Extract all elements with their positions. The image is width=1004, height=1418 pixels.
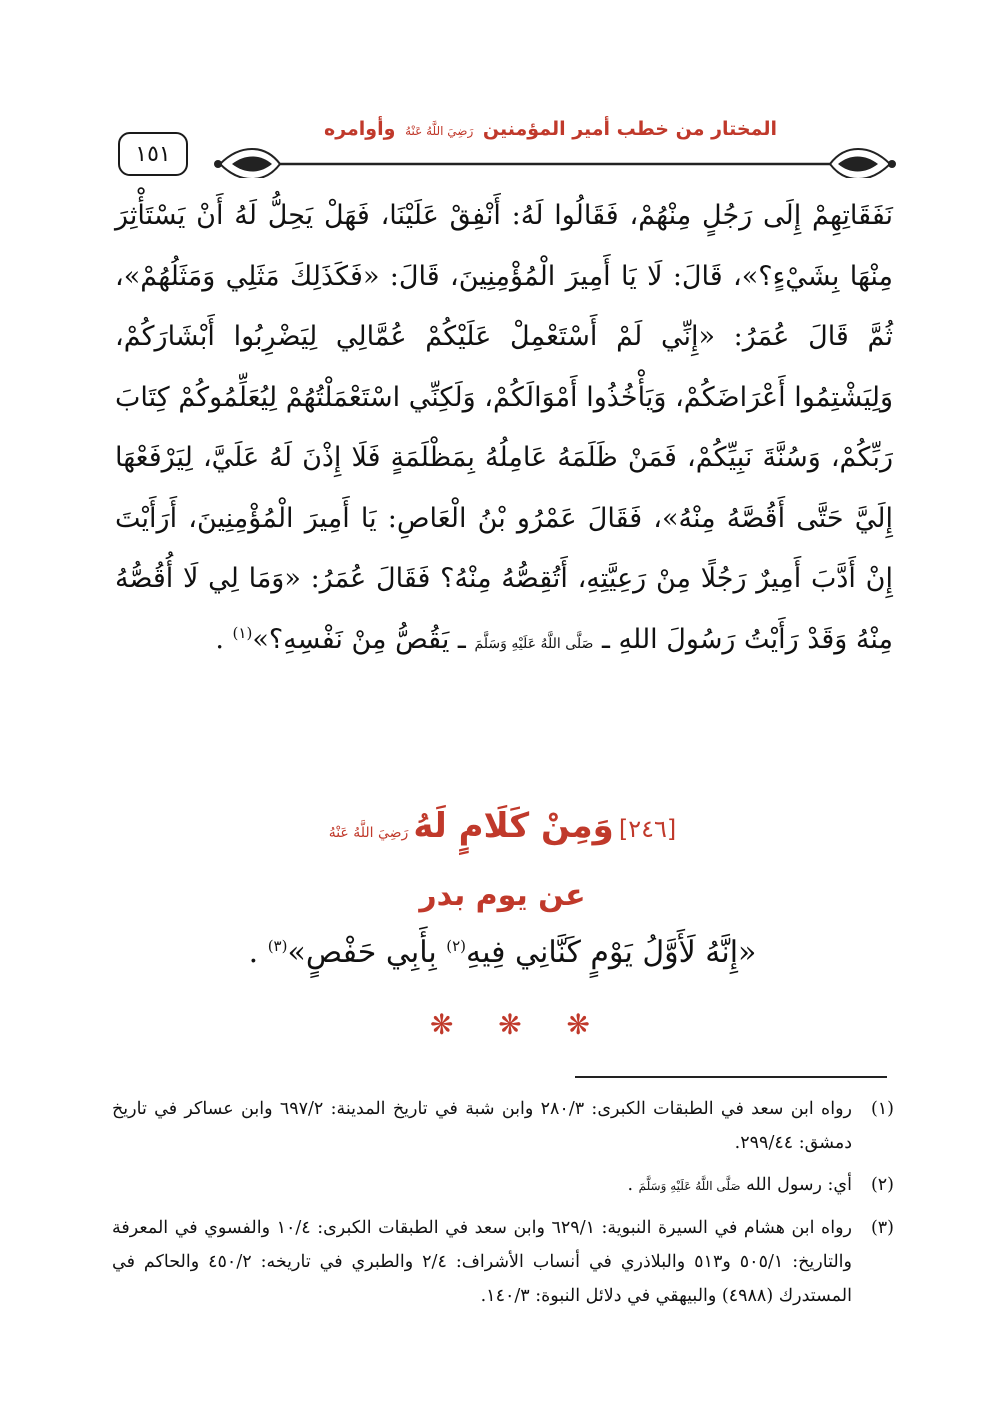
footnote-3 xyxy=(112,1211,894,1313)
footnote-text xyxy=(112,1168,852,1203)
footnotes xyxy=(112,1092,894,1321)
footnote-ref-2[interactable]: (٢) xyxy=(446,937,467,955)
star-icon: ❋ xyxy=(566,1008,590,1041)
quote-text-1: «إِنَّهُ لَأَوَّلُ يَوْمٍ كَنَّانِي فِيهِ xyxy=(466,935,757,970)
section-number: [٢٤٦] xyxy=(618,815,677,843)
paragraph-text: نَفَقَاتِهِمْ إِلَى رَجُلٍ مِنْهُمْ، فَقَالُوا لَهُ: أَنْفِقْ عَلَيْنَا، فَهَلْ يَحِلُّ لَهُ أَنْ يَسْتَأْثِرَ مِنْهَا بِشَيْءٍ؟»، قَالَ: لَا يَا أَمِيرَ الْمُؤْمِنِينَ، قَالَ: «فَكَذَلِكَ مَثَلِي وَمَثَلُهُمْ»، ثُمَّ قَالَ عُمَرُ: «إِنِّي لَمْ أَسْتَعْمِلْ عَلَيْكُمْ عُمَّالِي لِيَضْرِبُوا أَبْشَارَكُمْ، وَلِيَشْتِمُوا أَعْرَاضَكُمْ، وَيَأْخُذُوا أَمْوَالَكُمْ، وَلَكِنِّي اسْتَعْمَلْتُهُمْ لِيُعَلِّمُوكُمْ كِتَابَ رَبِّكُمْ، وَسُنَّةَ نَبِيِّكُمْ، فَمَنْ ظَلَمَهُ عَامِلُهُ بِمَظْلَمَةٍ فَلَا إِذْنَ لَهُ عَلَيَّ، لِيَرْفَعْهَا إِلَيَّ حَتَّى أَقُصَّهُ مِنْهُ»، فَقَالَ عَمْرُو بْنُ الْعَاصِ: يَا أَمِيرَ الْمُؤْمِنِينَ، أَرَأَيْتَ إِنْ أَدَّبَ أَمِيرٌ رَجُلًا مِنْ رَعِيَّتِهِ، أَتُقِصُّهُ مِنْهُ؟ فَقَالَ عُمَرُ: «وَمَا لِي لَا أُقُصُّهُ مِنْهُ وَقَدْ رَأَيْتُ رَسُولَ اللهِ ـ xyxy=(115,200,893,655)
footnote-text: رواه ابن هشام في السيرة النبوية: ٦٢٩/١ وابن سعد في الطبقات الكبرى: ١٠/٤ والفسوي في المعرفة والتاريخ: ٥٠٥/١ و٥١٣ والبلاذري في أنساب الأشراف: ٢/٤ والطبري في تاريخه: ٤٥٠/٢ والحاكم في المستدرك (٤٩٨٨) والبيهقي في دلائل النبوة: ١٤٠/٣. xyxy=(112,1218,852,1306)
page-number: ١٥١ xyxy=(118,132,188,176)
page-header xyxy=(110,112,895,178)
footnote-1 xyxy=(112,1092,894,1160)
footnote-mark: (٢) xyxy=(870,1175,894,1195)
footnote-text-before: أي: رسول الله xyxy=(746,1175,852,1195)
section-title: وَمِنْ كَلَامٍ لَهُ xyxy=(413,806,614,846)
footnote-mark: (٣) xyxy=(870,1218,894,1238)
star-icon: ❋ xyxy=(430,1008,454,1041)
section-heading xyxy=(110,806,895,846)
footnote-2 xyxy=(112,1168,894,1203)
end-mark: . xyxy=(215,623,224,655)
separator-stars xyxy=(430,1008,590,1041)
footnote-blessing: صَلَّى اللَّهُ عَلَيْهِ وَسَلَّمَ xyxy=(638,1179,741,1193)
footnote-divider xyxy=(575,1076,887,1078)
section-honorific: رَضِيَ اللَّهُ عَنْهُ xyxy=(328,825,409,841)
footnote-text-after: . xyxy=(627,1175,634,1195)
quote-end-mark: . xyxy=(248,935,259,970)
section-subtitle: عن يوم بدر xyxy=(419,878,586,913)
running-title xyxy=(314,118,787,140)
footnote-text: رواه ابن سعد في الطبقات الكبرى: ٢٨٠/٣ وابن شبة في تاريخ المدينة: ٦٩٧/٢ وابن عساكر في تاريخ دمشق: ٢٩٩/٤٤. xyxy=(112,1099,852,1153)
footnote-ref-3[interactable]: (٣) xyxy=(267,937,288,955)
running-title-text: المختار من خطب أمير المؤمنين xyxy=(482,118,777,140)
footnote-mark: (١) xyxy=(870,1099,894,1119)
section-quote xyxy=(110,935,895,970)
main-paragraph xyxy=(115,186,893,674)
running-title-suffix: وأوامره xyxy=(323,118,396,140)
star-icon: ❋ xyxy=(498,1008,522,1041)
blessing-text: صَلَّى اللَّهُ عَلَيْهِ وَسَلَّمَ xyxy=(474,635,594,652)
running-title-honorific: رَضِيَ اللَّهُ عَنْهُ xyxy=(405,124,474,138)
footnote-ref[interactable]: (١) xyxy=(232,623,253,642)
quote-text-2: بِأَبِي حَفْصٍ» xyxy=(287,935,437,970)
paragraph-text-end: ـ يَقُصُّ مِنْ نَفْسِهِ؟» xyxy=(252,623,466,655)
